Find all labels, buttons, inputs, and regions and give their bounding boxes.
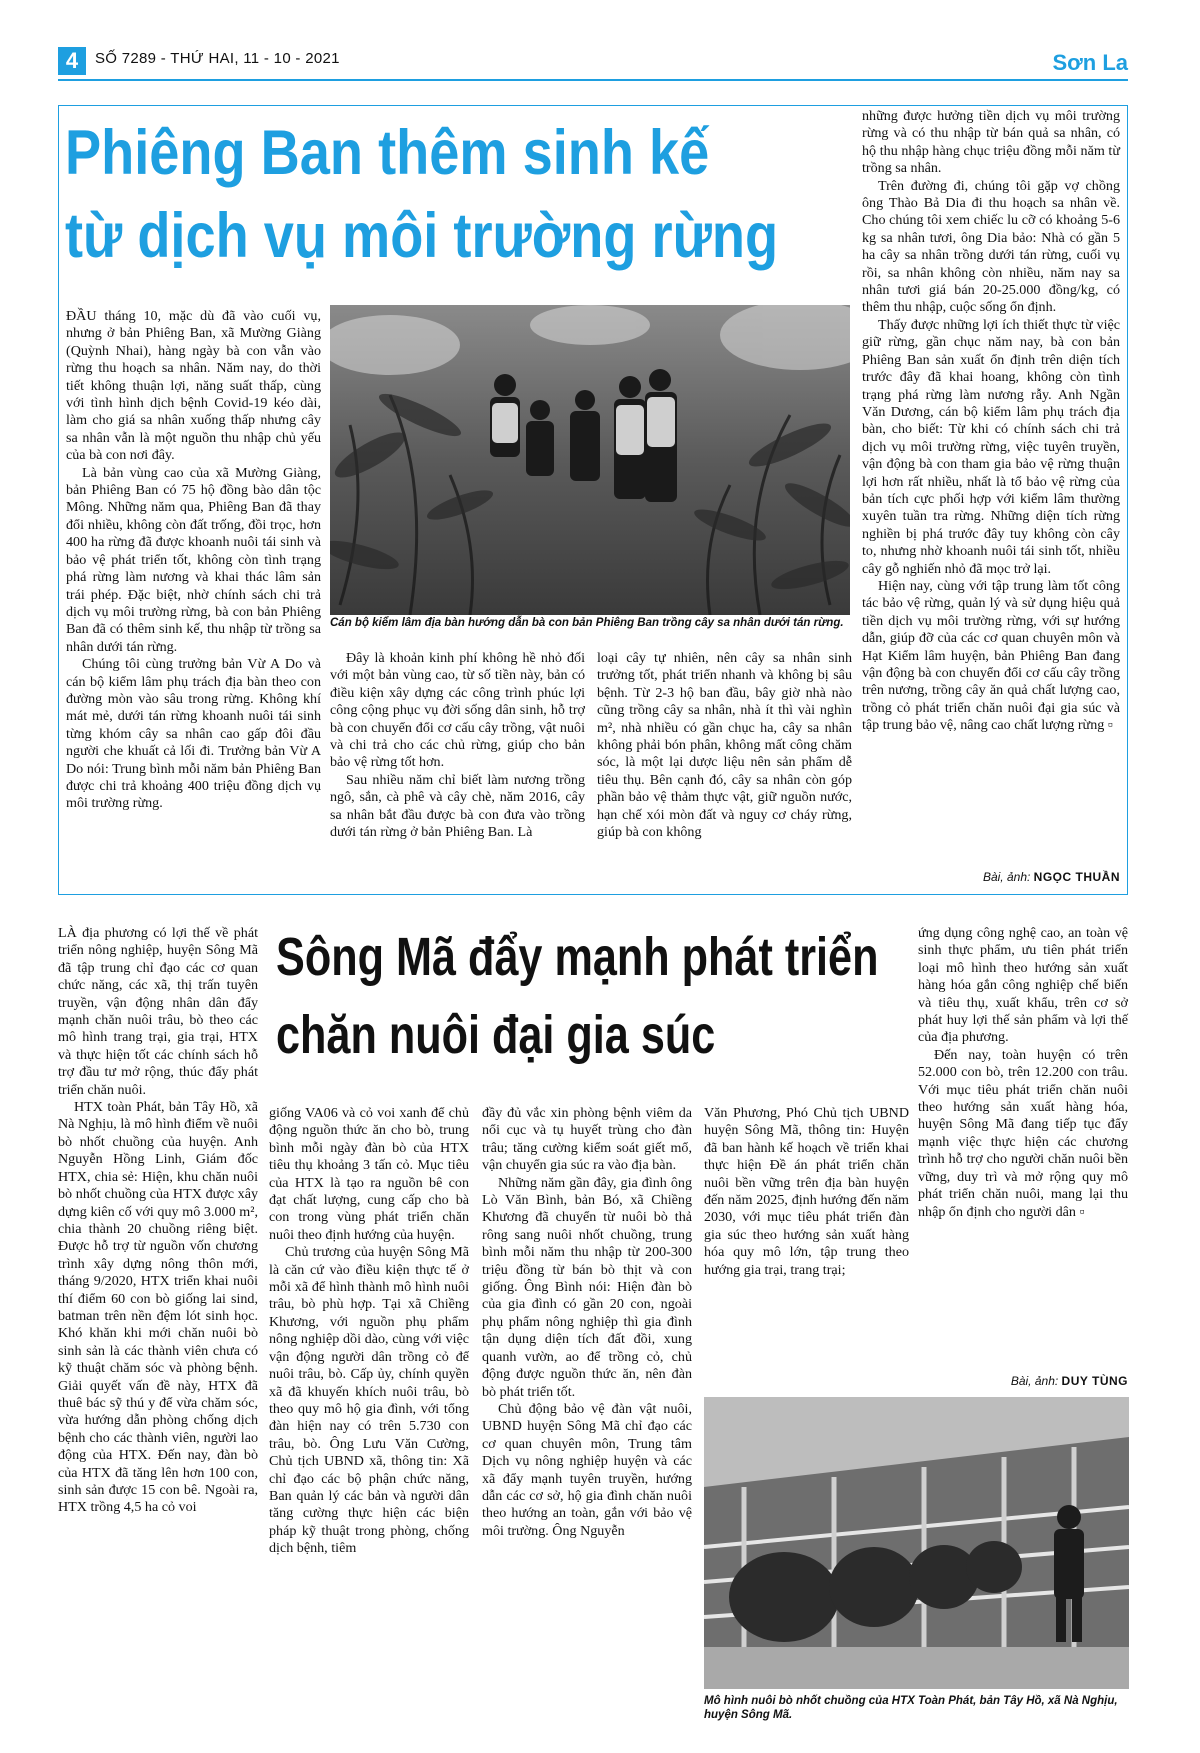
article1-col4 <box>862 108 1120 735</box>
article2-col2-p1: giống VA06 và cỏ voi xanh để chủ động nguồn thức ăn cho bò, trung bình mỗi ngày đàn bò của HTX tiêu thụ khoảng 3 tấn cỏ. Mục tiêu của HTX là tạo ra nguồn bê con đạt chất lượng, cung cấp cho bà con trong vùng phát triển chăn nuôi theo định hướng của huyện. <box>269 1105 469 1243</box>
article2-byline-prefix: Bài, ảnh: <box>1010 1374 1059 1388</box>
article1-col2-p2: Sau nhiều năm chỉ biết làm nương trồng ngô, sắn, cà phê và cây chè, năm 2016, cây sa nhân bắt đầu được bà con đưa vào trồng dưới tán rừng ở bản Phiêng Ban. Là <box>330 771 585 841</box>
article2-col2 <box>269 1105 469 1558</box>
article1-byline <box>983 870 1120 884</box>
article1-col1-p3: Chúng tôi cùng trưởng bản Vừ A Do và cán bộ kiểm lâm phụ trách địa bàn theo con đường mòn vào sâu trong rừng. Không khí mát mẻ, dưới tán rừng khoanh nuôi tái sinh từng khóm cây sa nhân cao gấp đôi đầu người che khuất cả lối đi. Trưởng bản Vừ A Do nói: Trung bình mỗi năm bản Phiêng Ban được chi trả khoảng 400 triệu đồng dịch vụ môi trường rừng. <box>66 656 321 812</box>
article2-col5-p2: Đến nay, toàn huyện có trên 52.000 con bò, trên 12.200 con trâu. Với mục tiêu phát triển chăn nuôi theo hướng sản xuất hàng hóa, huyện Sông Mã đang tiếp tục đẩy mạnh việc thực hiện các chương trình hỗ trợ cho người chăn nuôi bền vững, duy trì và mở rộng quy mô phát triển chăn nuôi, mang lại thu nhập ổn định cho người dân ▫ <box>918 1046 1128 1220</box>
article2-col3-p2: Những năm gần đây, gia đình ông Lò Văn Bình, bản Bó, xã Chiềng Khương đã chuyển từ nuôi bò thả rông sang nuôi nhốt chuồng, trung bình mỗi năm thu nhập từ 200-300 triệu đồng từ bán bò thịt và con giống. Ông Bình nói: Hiện đàn bò của gia đình có gần 20 con, ngoài phụ phẩm nông nghiệp thì gia đình tận dụng diện tích đất đồi, xung quanh vườn, ao để trồng cỏ, chủ động được nguồn thức ăn, nên đàn bò phát triển tốt. <box>482 1174 692 1400</box>
article2-col5-p1: ứng dụng công nghệ cao, an toàn vệ sinh thực phẩm, ưu tiên phát triển loại mô hình theo hướng sản xuất hàng hóa gắn công nghiệp chế biến và tiêu thụ, xuất khẩu, trên cơ sở phát huy lợi thế sản phẩm và lợi thế của địa phương. <box>918 925 1128 1046</box>
article1-byline-prefix: Bài, ảnh: <box>982 870 1031 884</box>
issue-info: SỐ 7289 - THỨ HAI, 11 - 10 - 2021 <box>95 50 340 67</box>
article2-col4 <box>704 1105 909 1279</box>
article1-title-line2: từ dịch vụ môi trường rừng <box>65 201 779 271</box>
article1-col3 <box>597 650 852 841</box>
article2-col1-p1: LÀ địa phương có lợi thế về phát triển nông nghiệp, huyện Sông Mã đã tập trung chỉ đạo các cơ quan chức năng, các xã, thị trấn tuyên truyền, vận động nhân dân đẩy mạnh chăn nuôi trâu, bò theo các mô hình trang trại, gia trại, HTX và thực hiện tốt các chính sách hỗ trợ đầu tư mở rộng, thúc đẩy phát triển chăn nuôi. <box>58 925 258 1098</box>
article1-col4-p3: Thấy được những lợi ích thiết thực từ việc giữ rừng, gần chục năm nay, bà con bản Phiêng Ban sản xuất ổn định trên diện tích trước đây đã khai hoang, không còn tình trạng phá rừng làm nương rẫy. Anh Ngần Văn Dương, cán bộ kiểm lâm phụ trách địa bàn, cho biết: Từ khi có chính sách chi trả dịch vụ môi trường rừng, việc tuyên truyền, vận động bà con tham gia bảo vệ rừng thuận lợi hơn rất nhiều, nhất là tổ bảo vệ rừng của bản tích cực phối hợp với kiểm lâm thường xuyên tuần tra rừng. Những diện tích rừng nghiền bị phá trước đây tuy không còn cây to, nhưng nhờ khoanh nuôi tái sinh tốt, nhiều cây gỗ nghiến nhỏ đã mọc trở lại. <box>862 316 1120 577</box>
article1-col3-p1: loại cây tự nhiên, nên cây sa nhân sinh trưởng tốt, phát triển nhanh và không bị sâu bệnh. Từ 2-3 hộ ban đầu, bây giờ nhà nào cũng trồng cây sa nhân, nhà ít thì vài nghìn m², nhà nhiều có gần chục ha, cây sa nhân không phải bón phân, không mất công chăm sóc, là một lại dược liệu nên sản phẩm dễ tiêu thụ. Bên cạnh đó, cây sa nhân còn góp phần bảo vệ thảm thực vật, giữ nguồn nước, hạn chế xói mòn đất và nguy cơ cháy rừng, giúp bà con không <box>597 650 852 841</box>
article2-byline <box>1011 1374 1128 1388</box>
page-number: 4 <box>58 47 86 75</box>
article2-col3-p3: Chủ động bảo vệ đàn vật nuôi, UBND huyện Sông Mã chỉ đạo các cơ quan chuyên môn, Trung tâm Dịch vụ nông nghiệp huyện và các xã đẩy mạnh tuyên truyền, hướng dẫn các cơ sở, hộ gia đình chăn nuôi theo hướng an toàn, gắn với bảo vệ môi trường. Ông Nguyễn <box>482 1400 692 1539</box>
article2-photo <box>704 1397 1129 1689</box>
article2-col4-p1: Văn Phương, Phó Chủ tịch UBND huyện Sông Mã, thông tin: Huyện đã ban hành kế hoạch về triển khai thực hiện Đề án phát triển chăn nuôi bền vững trên địa bàn huyện đến năm 2025, định hướng đến năm 2030, với mục tiêu phát triển đàn gia súc theo hướng sản xuất hàng hóa quy mô lớn, tập trung theo hướng gia trại, trang trại; <box>704 1105 909 1278</box>
article2-title <box>276 918 879 1074</box>
article2-col1-p2: HTX toàn Phát, bản Tây Hồ, xã Nà Nghịu, là mô hình điểm về nuôi bò nhốt chuồng của huyện. Anh Nguyễn Hồng Linh, Giám đốc HTX, chia sẻ: Hiện, khu chăn nuôi bò nhốt chuồng của HTX được xây dựng kiên cố với quy mô 3.000 m², chia thành 20 chuồng riêng biệt. Được hỗ trợ từ nguồn vốn chương trình xây dựng nông thôn mới, tháng 9/2020, HTX triển khai nuôi thí điểm 60 con bò giống lai sind, batman trên nền đệm lót sinh học. Khó khăn khi mới chăn nuôi bò sinh sản là các thành viên chưa có kỹ thuật chăm sóc và phòng bệnh. Giải quyết vấn đề này, HTX đã thuê bác sỹ thú y để vừa chăm sóc, vừa hướng dẫn phòng chống dịch bệnh cho các thành viên, người lao động của HTX. Đến nay, đàn bò của HTX đã tăng lên hơn 100 con, sinh sản được 15 con bê. Ngoài ra, HTX trồng 4,5 ha cỏ voi <box>58 1099 258 1516</box>
article2-col5 <box>918 925 1128 1221</box>
section-name: Sơn La <box>1052 50 1128 75</box>
article2-col3-p1: đầy đủ vắc xin phòng bệnh viêm da nổi cục và tụ huyết trùng cho đàn trâu; tăng cường kiểm soát giết mổ, vận chuyển gia súc ra vào địa bàn. <box>482 1105 692 1174</box>
article1-byline-name: NGỌC THUẦN <box>1033 870 1120 884</box>
article1-col4-p1: những được hưởng tiền dịch vụ môi trường rừng và có thu nhập từ bán quả sa nhân, có hộ thu nhập hàng chục triệu đồng mỗi năm từ trồng sa nhân. <box>862 108 1120 177</box>
article1-photo <box>330 305 850 615</box>
header-rule <box>58 79 1128 81</box>
article1-title-line1: Phiêng Ban thêm sinh kế <box>65 118 710 188</box>
article2-col2-p2: Chủ trương của huyện Sông Mã là căn cứ vào điều kiện thực tế ở mỗi xã để hình thành mô hình nuôi trâu, bò phù hợp. Tại xã Chiềng Khương, với nguồn phụ phẩm nông nghiệp dồi dào, cùng với việc vận động người dân trồng cỏ để nuôi trâu, bò. Cấp ủy, chính quyền xã đã khuyến khích nuôi trâu, bò theo quy mô hộ gia đình, với tổng đàn hiện nay có trên 5.730 con trâu, bò. Ông Lưu Văn Cường, Chủ tịch UBND xã, thông tin: Xã chỉ đạo các bộ phận chức năng, Ban quản lý các bản và người dân tăng cường thực hiện các biện pháp kỹ thuật trong phòng, chống dịch bệnh, tiêm <box>269 1244 469 1557</box>
forest-photo-illustration <box>330 305 850 615</box>
article2-title-line2: chăn nuôi đại gia súc <box>276 1005 716 1065</box>
article1-col1-p2: Là bản vùng cao của xã Mường Giàng, bản Phiêng Ban có 75 hộ đồng bào dân tộc Mông. Những năm qua, Phiêng Ban đã thay đổi nhiều, không còn đất trống, đồi trọc, hơn 400 ha rừng đã được khoanh nuôi tái sinh và bảo vệ phát triển tốt, không còn tình trạng phá rừng làm nương và khai thác lâm sản trái phép. Đặc biệt, nhờ chính sách chi trả dịch vụ môi trường rừng, bà con bản Phiêng Ban đã có thêm sinh kế, thu nhập từ trồng sa nhân dưới tán rừng. <box>66 464 321 655</box>
article2-title-line1: Sông Mã đẩy mạnh phát triển <box>276 927 879 987</box>
article2-byline-name: DUY TÙNG <box>1061 1374 1128 1388</box>
article2-photo-caption: Mô hình nuôi bò nhốt chuồng của HTX Toàn Phát, bản Tây Hồ, xã Nà Nghịu, huyện Sông Mã. <box>704 1695 1118 1721</box>
article2-col3 <box>482 1105 692 1540</box>
article1-col1-p1: ĐẦU tháng 10, mặc dù đã vào cuối vụ, nhưng ở bản Phiêng Ban, xã Mường Giàng (Quỳnh Nhai), hàng ngày bà con vẫn vào rừng thu hoạch sa nhân. Năm nay, do thời tiết không thuận lợi, năng suất thấp, cùng với tình hình dịch bệnh Covid-19 kéo dài, làm cho giá sa nhân xuống thấp nhưng cây sa nhân vẫn là một nguồn thu nhập chủ yếu của bà con nơi đây. <box>66 308 321 464</box>
cattle-barn-photo-illustration <box>704 1397 1129 1689</box>
article1-col4-p2: Trên đường đi, chúng tôi gặp vợ chồng ông Thào Bả Dia đi thu hoạch sa nhân về. Cho chúng tôi xem chiếc lu cỡ có khoảng 5-6 kg sa nhân tươi, ông Dia bảo: Nhà có gần 5 ha cây sa nhân trồng dưới tán rừng, cuối vụ rồi, sa nhân không còn nhiều, năm nay sa nhân tươi giá bán 20-25.000 đồng/kg, có thêm thu nhập, cuộc sống ổn định. <box>862 177 1120 316</box>
article1-col2 <box>330 650 585 841</box>
article2-col1 <box>58 925 258 1517</box>
article1-col4-p4: Hiện nay, cùng với tập trung làm tốt công tác bảo vệ rừng, quản lý và sử dụng hiệu quả tiền dịch vụ môi trường rừng, với sự hướng dẫn, giúp đỡ của các cơ quan chuyên môn và Hạt Kiểm lâm huyện, bản Phiêng Ban đang vận động bà con chuyển đổi cơ cấu cây trồng trên nương, trồng cây ăn quả chất lượng cao, trồng cỏ phát triển chăn nuôi đại gia súc và tập trung bảo vệ, nâng cao chất lượng rừng ▫ <box>862 577 1120 734</box>
article1-col1 <box>66 308 321 813</box>
article1-photo-caption: Cán bộ kiểm lâm địa bàn hướng dẫn bà con bản Phiêng Ban trồng cây sa nhân dưới tán rừng. <box>330 617 844 629</box>
article1-title <box>65 112 779 278</box>
article1-col2-p1: Đây là khoản kinh phí không hề nhỏ đối với một bản vùng cao, từ số tiền này, bản có điều kiện xây dựng các công trình phúc lợi công cộng phục vụ đời sống dân sinh, hỗ trợ bà con chuyển đổi cơ cấu cây trồng, vật nuôi và chi trả cho các chủ rừng, giúp cho bản bảo vệ rừng tốt hơn. <box>330 650 585 771</box>
